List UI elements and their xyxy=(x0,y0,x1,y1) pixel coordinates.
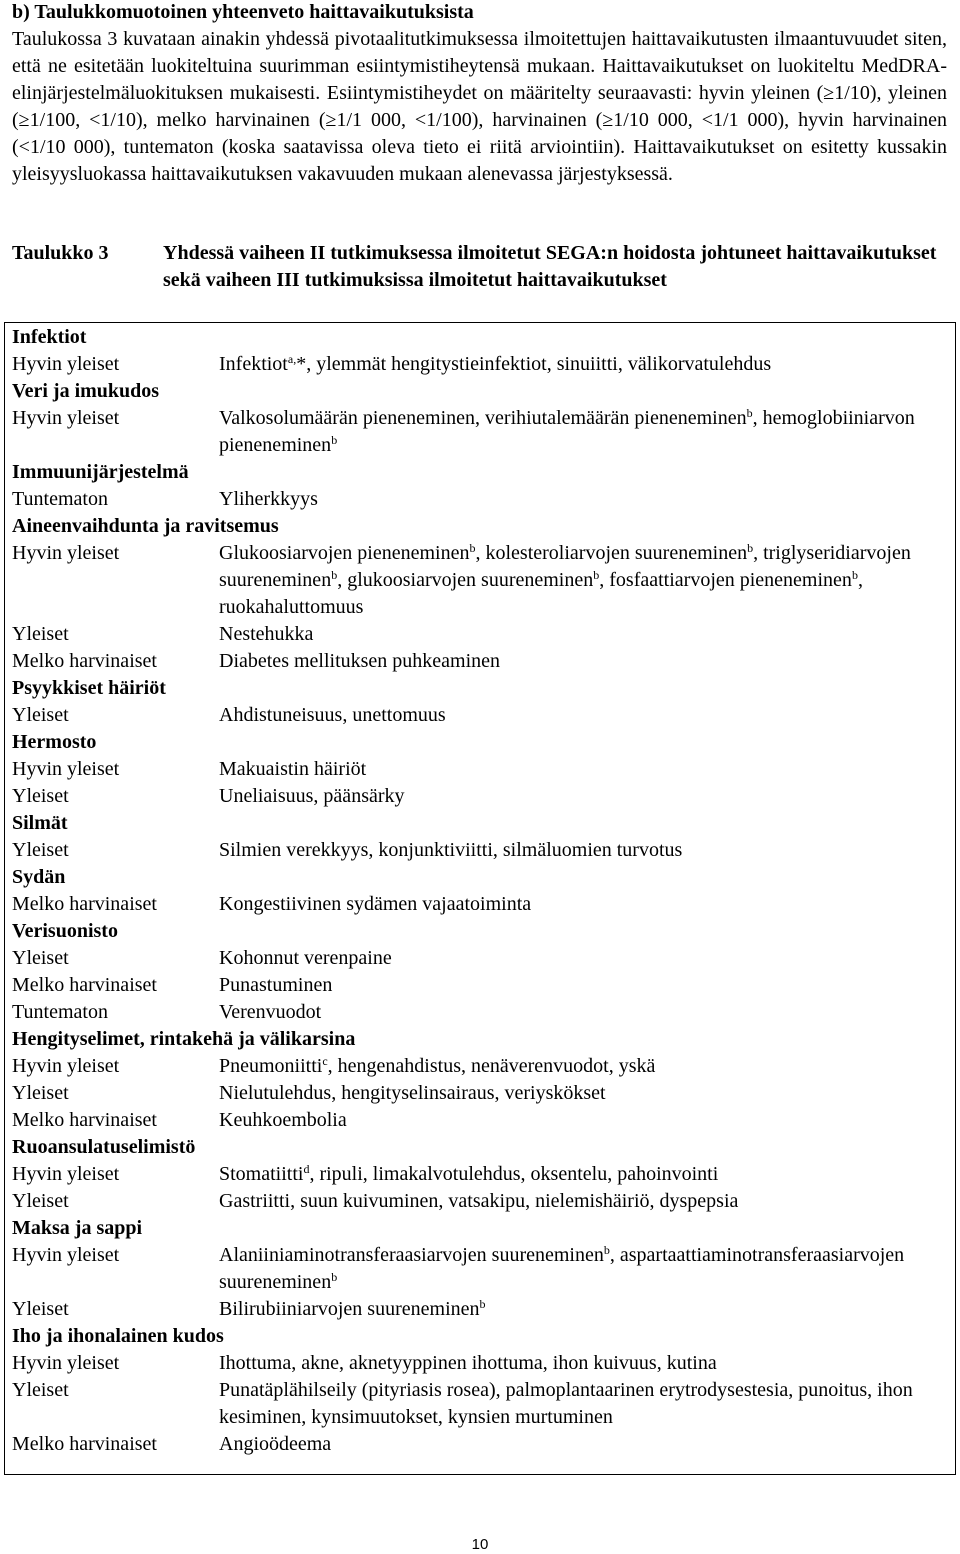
frequency-cell: Melko harvinaiset xyxy=(12,974,157,996)
reaction-text: , fosfaattiarvojen pieneneminen xyxy=(599,569,852,591)
table-row xyxy=(12,1080,955,1107)
reaction-text: Pneumoniitti xyxy=(219,1055,323,1077)
table-row xyxy=(12,621,955,648)
reaction-text: Kongestiivinen sydämen vajaatoiminta xyxy=(219,893,532,915)
frequency-cell: Yleiset xyxy=(12,623,69,645)
frequency-cell: Hyvin yleiset xyxy=(12,1163,120,1185)
table-row xyxy=(12,1161,955,1188)
reaction-text: , kolesteroliarvojen suureneminen xyxy=(475,542,748,564)
reaction-cell xyxy=(219,1161,955,1188)
frequency-cell: Tuntematon xyxy=(12,1001,108,1023)
adverse-reactions-table xyxy=(4,322,956,1475)
table-row xyxy=(12,999,955,1026)
category-row xyxy=(12,918,955,945)
reaction-text: Ahdistuneisuus, unettomuus xyxy=(219,704,446,726)
table-row xyxy=(12,540,955,621)
reaction-cell xyxy=(219,891,955,918)
reaction-cell xyxy=(219,621,955,648)
footnote-marker: b xyxy=(331,568,338,582)
reaction-text: Angioödeema xyxy=(219,1433,332,1455)
category-row xyxy=(12,1323,955,1350)
category-row xyxy=(12,729,955,756)
reaction-text: , ripuli, limakalvotulehdus, oksentelu, pahoinvointi xyxy=(309,1163,719,1185)
frequency-cell: Hyvin yleiset xyxy=(12,353,120,375)
reaction-text: Verenvuodot xyxy=(219,1001,322,1023)
category-label: Silmät xyxy=(12,812,68,834)
footnote-marker: a, xyxy=(287,352,297,366)
category-label: Ruoansulatuselimistö xyxy=(12,1136,196,1158)
category-row xyxy=(12,864,955,891)
reaction-text: *, ylemmät hengitystieinfektiot, sinuiitti, välikorvatulehdus xyxy=(296,353,772,375)
footnote-marker: b xyxy=(469,541,476,555)
footnote-marker: b xyxy=(331,433,338,447)
frequency-cell: Yleiset xyxy=(12,839,69,861)
page-number: 10 xyxy=(471,1536,489,1553)
reaction-cell xyxy=(219,1053,955,1080)
reaction-cell xyxy=(219,1188,955,1215)
footnote-marker: b xyxy=(851,568,858,582)
table-row xyxy=(12,1377,955,1431)
category-label: Sydän xyxy=(12,866,66,888)
category-label: Hermosto xyxy=(12,731,97,753)
category-row xyxy=(12,378,955,405)
category-label: Hengityselimet, rintakehä ja välikarsina xyxy=(12,1028,356,1050)
frequency-cell: Hyvin yleiset xyxy=(12,1055,120,1077)
frequency-cell: Hyvin yleiset xyxy=(12,1244,120,1266)
frequency-cell: Yleiset xyxy=(12,1379,69,1401)
frequency-cell: Hyvin yleiset xyxy=(12,542,120,564)
reaction-cell xyxy=(219,1350,955,1377)
footnote-marker: b xyxy=(603,1243,610,1257)
table-label: Taulukko 3 xyxy=(12,242,109,264)
category-label: Iho ja ihonalainen kudos xyxy=(12,1325,224,1347)
footnote-marker: b xyxy=(479,1297,486,1311)
reaction-cell xyxy=(219,756,955,783)
footnote-marker: b xyxy=(331,1270,338,1284)
frequency-cell: Hyvin yleiset xyxy=(12,407,120,429)
reaction-text: , aspartaattiaminotransferaasiarvojen suureneminen xyxy=(219,1244,905,1293)
category-label: Maksa ja sappi xyxy=(12,1217,143,1239)
frequency-cell: Melko harvinaiset xyxy=(12,1433,157,1455)
reaction-text: , hengenahdistus, nenäverenvuodot, yskä xyxy=(327,1055,656,1077)
table-row xyxy=(12,1188,955,1215)
frequency-cell: Hyvin yleiset xyxy=(12,758,120,780)
table-row xyxy=(12,756,955,783)
reaction-cell xyxy=(219,945,955,972)
reaction-cell xyxy=(219,1107,955,1134)
reaction-cell xyxy=(219,837,955,864)
reaction-text: Gastriitti, suun kuivuminen, vatsakipu, nielemishäiriö, dyspepsia xyxy=(219,1190,739,1212)
table-row xyxy=(12,486,955,513)
reaction-cell xyxy=(219,1296,955,1323)
table-title: Yhdessä vaiheen II tutkimuksessa ilmoitetut SEGA:n hoidosta johtuneet haittavaikutukset sekä vaiheen III tutkimuksissa ilmoitetut haittavaikutukset xyxy=(163,242,937,291)
reaction-text: Glukoosiarvojen pieneneminen xyxy=(219,542,470,564)
reaction-text: Punastuminen xyxy=(219,974,333,996)
category-label: Infektiot xyxy=(12,326,87,348)
frequency-cell: Yleiset xyxy=(12,1082,69,1104)
category-row xyxy=(12,459,955,486)
table-row xyxy=(12,351,955,378)
reaction-cell xyxy=(219,486,955,513)
frequency-cell: Melko harvinaiset xyxy=(12,650,157,672)
table-row xyxy=(12,648,955,675)
category-row xyxy=(12,810,955,837)
category-label: Psyykkiset häiriöt xyxy=(12,677,166,699)
reaction-text: Diabetes mellituksen puhkeaminen xyxy=(219,650,501,672)
reaction-cell xyxy=(219,1377,955,1431)
reaction-cell xyxy=(219,351,955,378)
frequency-cell: Yleiset xyxy=(12,785,69,807)
table-row xyxy=(12,1242,955,1296)
footnote-marker: d xyxy=(303,1162,310,1176)
table-row xyxy=(12,837,955,864)
reaction-cell xyxy=(219,1242,955,1296)
category-row xyxy=(12,324,955,351)
reaction-text: , ruokahaluttomuus xyxy=(219,569,863,618)
category-row xyxy=(12,1026,955,1053)
frequency-cell: Yleiset xyxy=(12,704,69,726)
category-row xyxy=(12,1215,955,1242)
table-row xyxy=(12,1350,955,1377)
footnote-marker: b xyxy=(747,541,754,555)
reaction-cell xyxy=(219,702,955,729)
frequency-cell: Melko harvinaiset xyxy=(12,893,157,915)
table-row xyxy=(12,1107,955,1134)
reaction-text: Punatäplähilseily (pityriasis rosea), palmoplantaarinen erytrodysestesia, punoitus, ihon kesiminen, kynsimuutokset, kynsien murtuminen xyxy=(219,1379,913,1428)
category-label: Verisuonisto xyxy=(12,920,118,942)
reaction-cell xyxy=(219,1080,955,1107)
reaction-cell xyxy=(219,999,955,1026)
reaction-text: , hemoglobiiniarvon pieneneminen xyxy=(219,407,915,456)
category-row xyxy=(12,513,955,540)
category-label: Veri ja imukudos xyxy=(12,380,160,402)
reaction-text: , triglyseridiarvojen suureneminen xyxy=(219,542,911,591)
reaction-text: Nielutulehdus, hengityselinsairaus, veriyskökset xyxy=(219,1082,606,1104)
reaction-text: Yliherkkyys xyxy=(219,488,318,510)
frequency-cell: Yleiset xyxy=(12,947,69,969)
reaction-cell xyxy=(219,648,955,675)
reaction-cell xyxy=(219,540,955,621)
table-row xyxy=(12,891,955,918)
reaction-cell xyxy=(219,783,955,810)
table-row xyxy=(12,783,955,810)
frequency-cell: Yleiset xyxy=(12,1190,69,1212)
category-row xyxy=(12,675,955,702)
reaction-text: Infektiot xyxy=(219,353,288,375)
table-row xyxy=(12,702,955,729)
footnote-marker: b xyxy=(593,568,600,582)
table-row xyxy=(12,945,955,972)
intro-paragraph: Taulukossa 3 kuvataan ainakin yhdessä pivotaalitutkimuksessa ilmoitettujen haittavaikutusten ilmaantuvuudet siten, että ne esitetään luokiteltuina suurimman esiintymistiheytensä mukaan. Haittavaikutukset on luokiteltu MedDRA-elinjärjestelmäluokituksen mukaisesti. Esiintymistiheydet on määritelty seuraavasti: hyvin yleinen (≥1/10), yleinen (≥1/100, <1/10), melko harvinainen (≥1/1 000, <1/100), harvinainen (≥1/10 000, <1/1 000), hyvin harvinainen (<1/10 000), tuntematon (koska saatavissa oleva tieto ei riitä arviointiin). Haittavaikutukset on esitetty kussakin yleisyysluokassa haittavaikutuksen vakavuuden mukaan alenevassa järjestyksessä. xyxy=(12,28,947,185)
table-row xyxy=(12,972,955,999)
reaction-cell xyxy=(219,1431,955,1458)
reaction-text: Uneliaisuus, päänsärky xyxy=(219,785,405,807)
reaction-text: Nestehukka xyxy=(219,623,314,645)
category-label: Immuunijärjestelmä xyxy=(12,461,189,483)
table-row xyxy=(12,1431,955,1458)
category-label: Aineenvaihdunta ja ravitsemus xyxy=(12,515,279,537)
reaction-text: , glukoosiarvojen suureneminen xyxy=(337,569,594,591)
frequency-cell: Yleiset xyxy=(12,1298,69,1320)
reaction-text: Keuhkoembolia xyxy=(219,1109,347,1131)
reaction-text: Stomatiitti xyxy=(219,1163,304,1185)
reaction-text: Makuaistin häiriöt xyxy=(219,758,367,780)
reaction-text: Alaniiniaminotransferaasiarvojen suureneminen xyxy=(219,1244,604,1266)
reaction-text: Valkosolumäärän pieneneminen, verihiutalemäärän pieneneminen xyxy=(219,407,747,429)
footnote-marker: c xyxy=(322,1054,328,1068)
reaction-text: Bilirubiiniarvojen suureneminen xyxy=(219,1298,480,1320)
frequency-cell: Melko harvinaiset xyxy=(12,1109,157,1131)
footnote-marker: b xyxy=(746,406,753,420)
section-heading: b) Taulukkomuotoinen yhteenveto haittavaikutuksista xyxy=(12,1,474,23)
table-row xyxy=(12,405,955,459)
table-row xyxy=(12,1053,955,1080)
category-row xyxy=(12,1134,955,1161)
reaction-text: Ihottuma, akne, aknetyyppinen ihottuma, ihon kuivuus, kutina xyxy=(219,1352,717,1374)
frequency-cell: Hyvin yleiset xyxy=(12,1352,120,1374)
reaction-text: Kohonnut verenpaine xyxy=(219,947,392,969)
table-row xyxy=(12,1296,955,1323)
reaction-cell xyxy=(219,972,955,999)
frequency-cell: Tuntematon xyxy=(12,488,108,510)
reaction-text: Silmien verekkyys, konjunktiviitti, silmäluomien turvotus xyxy=(219,839,683,861)
reaction-cell xyxy=(219,405,955,459)
